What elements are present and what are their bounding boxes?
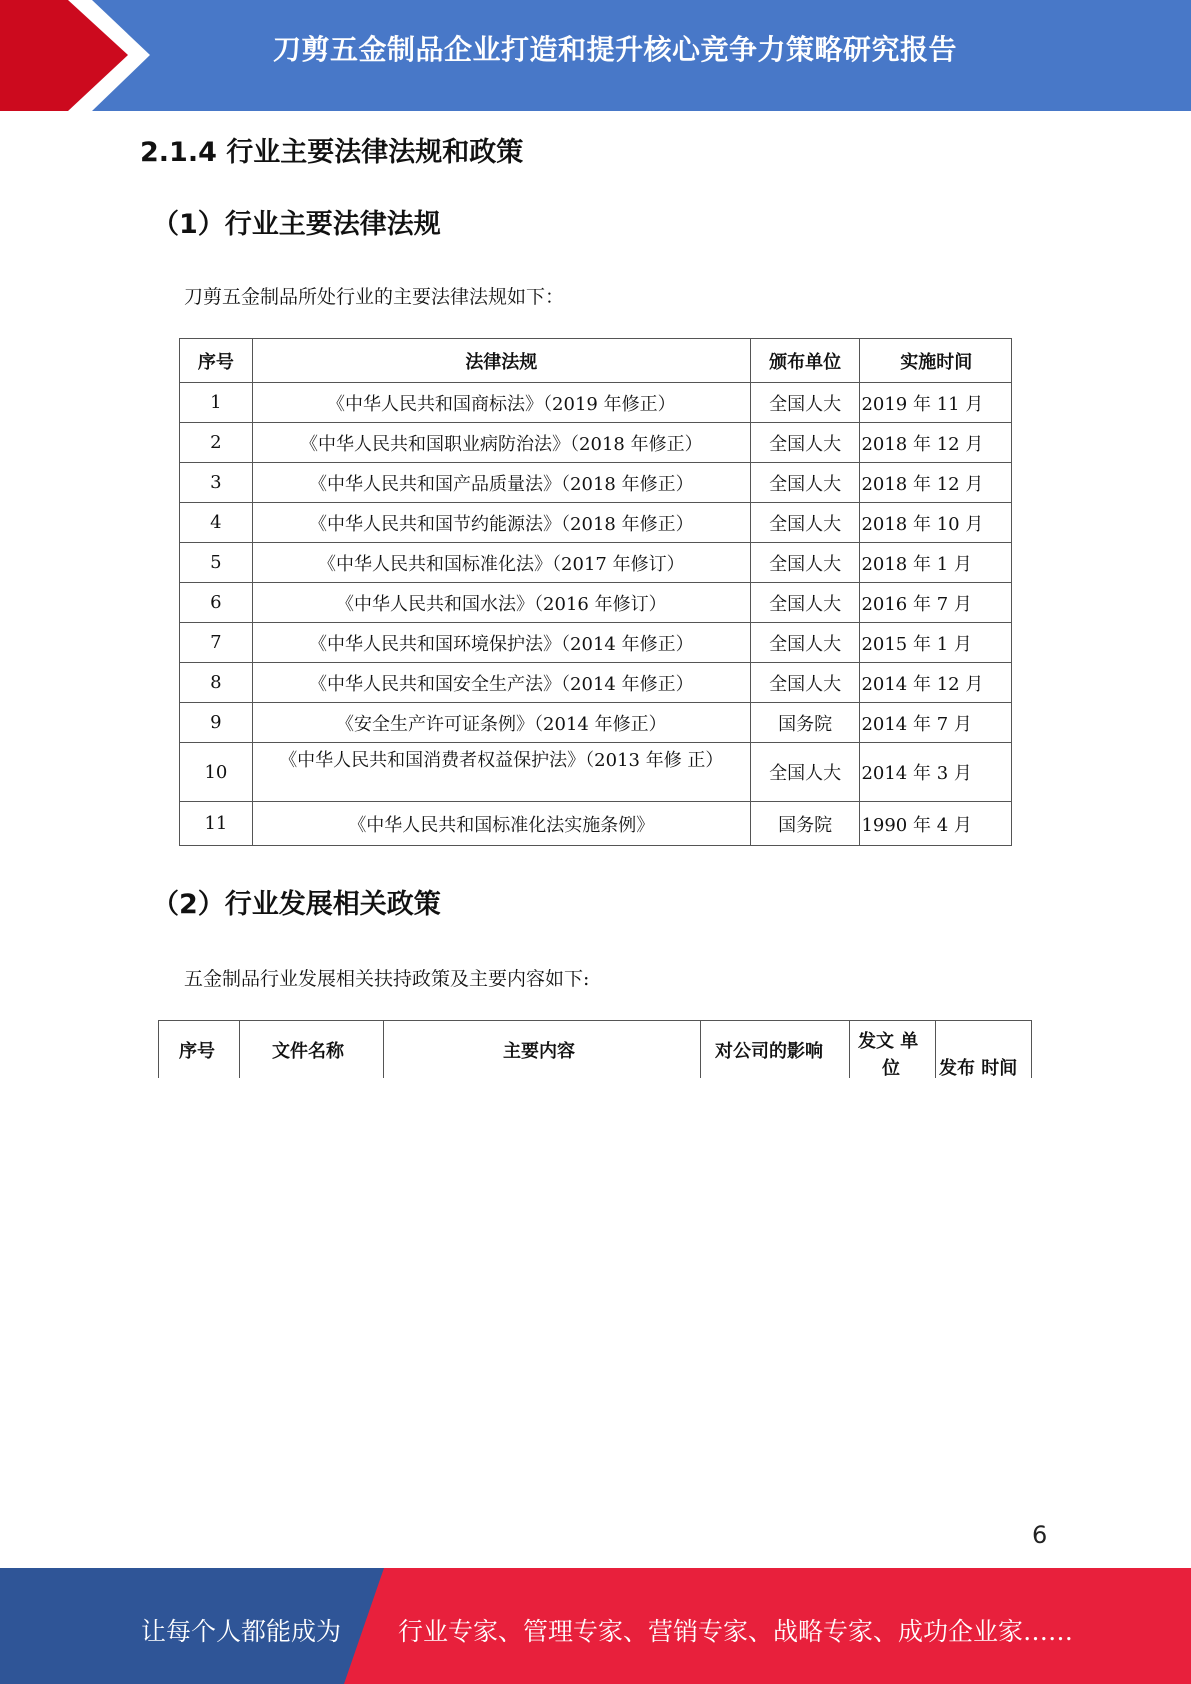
policy-table-header [158,1020,1032,1078]
cell-law: 《中华人民共和国职业病防治法》（2018 年修正） [252,423,750,463]
header-banner [0,0,1191,111]
cell-issuer: 全国人大 [750,503,860,543]
col-header-date: 实施时间 [860,339,1012,383]
cell-no: 9 [180,703,253,743]
table-row [180,503,1012,543]
section-heading: 2.1.4 行业主要法律法规和政策 [140,137,524,168]
cell-law: 《中华人民共和国节约能源法》（2018 年修正） [252,503,750,543]
cell-law: 《安全生产许可证条例》（2014 年修正） [252,703,750,743]
cell-date: 1990 年 4 月 [860,802,1012,846]
cell-law: 《中华人民共和国消费者权益保护法》（2013 年修 正） [252,743,750,802]
col-header-issuer: 颁布单位 [750,339,860,383]
footer-banner [0,1568,1191,1684]
cell-date: 2019 年 11 月 [860,383,1012,423]
cell-no: 8 [180,663,253,703]
cell-no: 6 [180,583,253,623]
cell-date: 2014 年 7 月 [860,703,1012,743]
cell-law: 《中华人民共和国标准化法》（2017 年修订） [252,543,750,583]
cell-date: 2018 年 10 月 [860,503,1012,543]
cell-no: 5 [180,543,253,583]
cell-issuer: 国务院 [750,703,860,743]
col-header-no: 序号 [180,339,253,383]
table-row [180,543,1012,583]
policy-col-issuer-label-2: 位 [882,1058,900,1079]
cell-issuer: 全国人大 [750,423,860,463]
cell-issuer: 国务院 [750,802,860,846]
policy-col-issuer [849,1021,935,1078]
laws-intro: 刀剪五金制品所处行业的主要法律法规如下： [184,286,565,308]
laws-table [179,338,1012,846]
cell-no: 3 [180,463,253,503]
cell-issuer: 全国人大 [750,463,860,503]
cell-no: 2 [180,423,253,463]
cell-date: 2016 年 7 月 [860,583,1012,623]
cell-no: 7 [180,623,253,663]
cell-date: 2018 年 12 月 [860,463,1012,503]
policy-col-no-label: 序号 [179,1041,215,1062]
table-row [180,383,1012,423]
cell-issuer: 全国人大 [750,663,860,703]
policy-col-no [158,1021,239,1078]
cell-no: 1 [180,383,253,423]
cell-no: 10 [180,743,253,802]
policy-col-content [383,1021,700,1078]
cell-no: 4 [180,503,253,543]
policy-col-impact [700,1021,849,1078]
cell-issuer: 全国人大 [750,743,860,802]
cell-law: 《中华人民共和国安全生产法》（2014 年修正） [252,663,750,703]
cell-issuer: 全国人大 [750,383,860,423]
cell-date: 2014 年 12 月 [860,663,1012,703]
cell-issuer: 全国人大 [750,623,860,663]
footer-slogan-right: 行业专家、管理专家、营销专家、战略专家、成功企业家…… [398,1617,1074,1646]
table-header-row [180,339,1012,383]
policy-heading: （2）行业发展相关政策 [152,889,441,920]
cell-date: 2018 年 12 月 [860,423,1012,463]
table-row [180,703,1012,743]
header-arrow-graphic [0,0,160,111]
table-row [180,583,1012,623]
footer-slogan-left: 让每个人都能成为 [141,1617,342,1646]
cell-date: 2018 年 1 月 [860,543,1012,583]
policy-col-content-label: 主要内容 [503,1041,575,1062]
policy-col-file [239,1021,383,1078]
table-row [180,802,1012,846]
policy-col-file-label: 文件名称 [272,1041,344,1062]
cell-law: 《中华人民共和国产品质量法》（2018 年修正） [252,463,750,503]
col-header-law: 法律法规 [252,339,750,383]
cell-no: 11 [180,802,253,846]
cell-law: 《中华人民共和国水法》（2016 年修订） [252,583,750,623]
report-title: 刀剪五金制品企业打造和提升核心竞争力策略研究报告 [272,33,957,66]
cell-issuer: 全国人大 [750,543,860,583]
table-row [180,623,1012,663]
policy-col-issuer-label-1: 发文 单 [858,1031,919,1052]
cell-date: 2015 年 1 月 [860,623,1012,663]
policy-intro: 五金制品行业发展相关扶持政策及主要内容如下: [184,968,590,990]
laws-heading: （1）行业主要法律法规 [152,209,441,240]
table-row [180,423,1012,463]
cell-law: 《中华人民共和国标准化法实施条例》 [252,802,750,846]
table-row [180,743,1012,802]
policy-col-date-label: 发布 时间 [939,1058,1018,1079]
cell-date: 2014 年 3 月 [860,743,1012,802]
table-row [180,663,1012,703]
cell-issuer: 全国人大 [750,583,860,623]
table-row [180,463,1012,503]
page-number: 6 [1032,1521,1048,1549]
policy-col-impact-label: 对公司的影响 [715,1041,823,1062]
policy-col-date [935,1021,1032,1078]
cell-law: 《中华人民共和国环境保护法》（2014 年修正） [252,623,750,663]
cell-law: 《中华人民共和国商标法》（2019 年修正） [252,383,750,423]
